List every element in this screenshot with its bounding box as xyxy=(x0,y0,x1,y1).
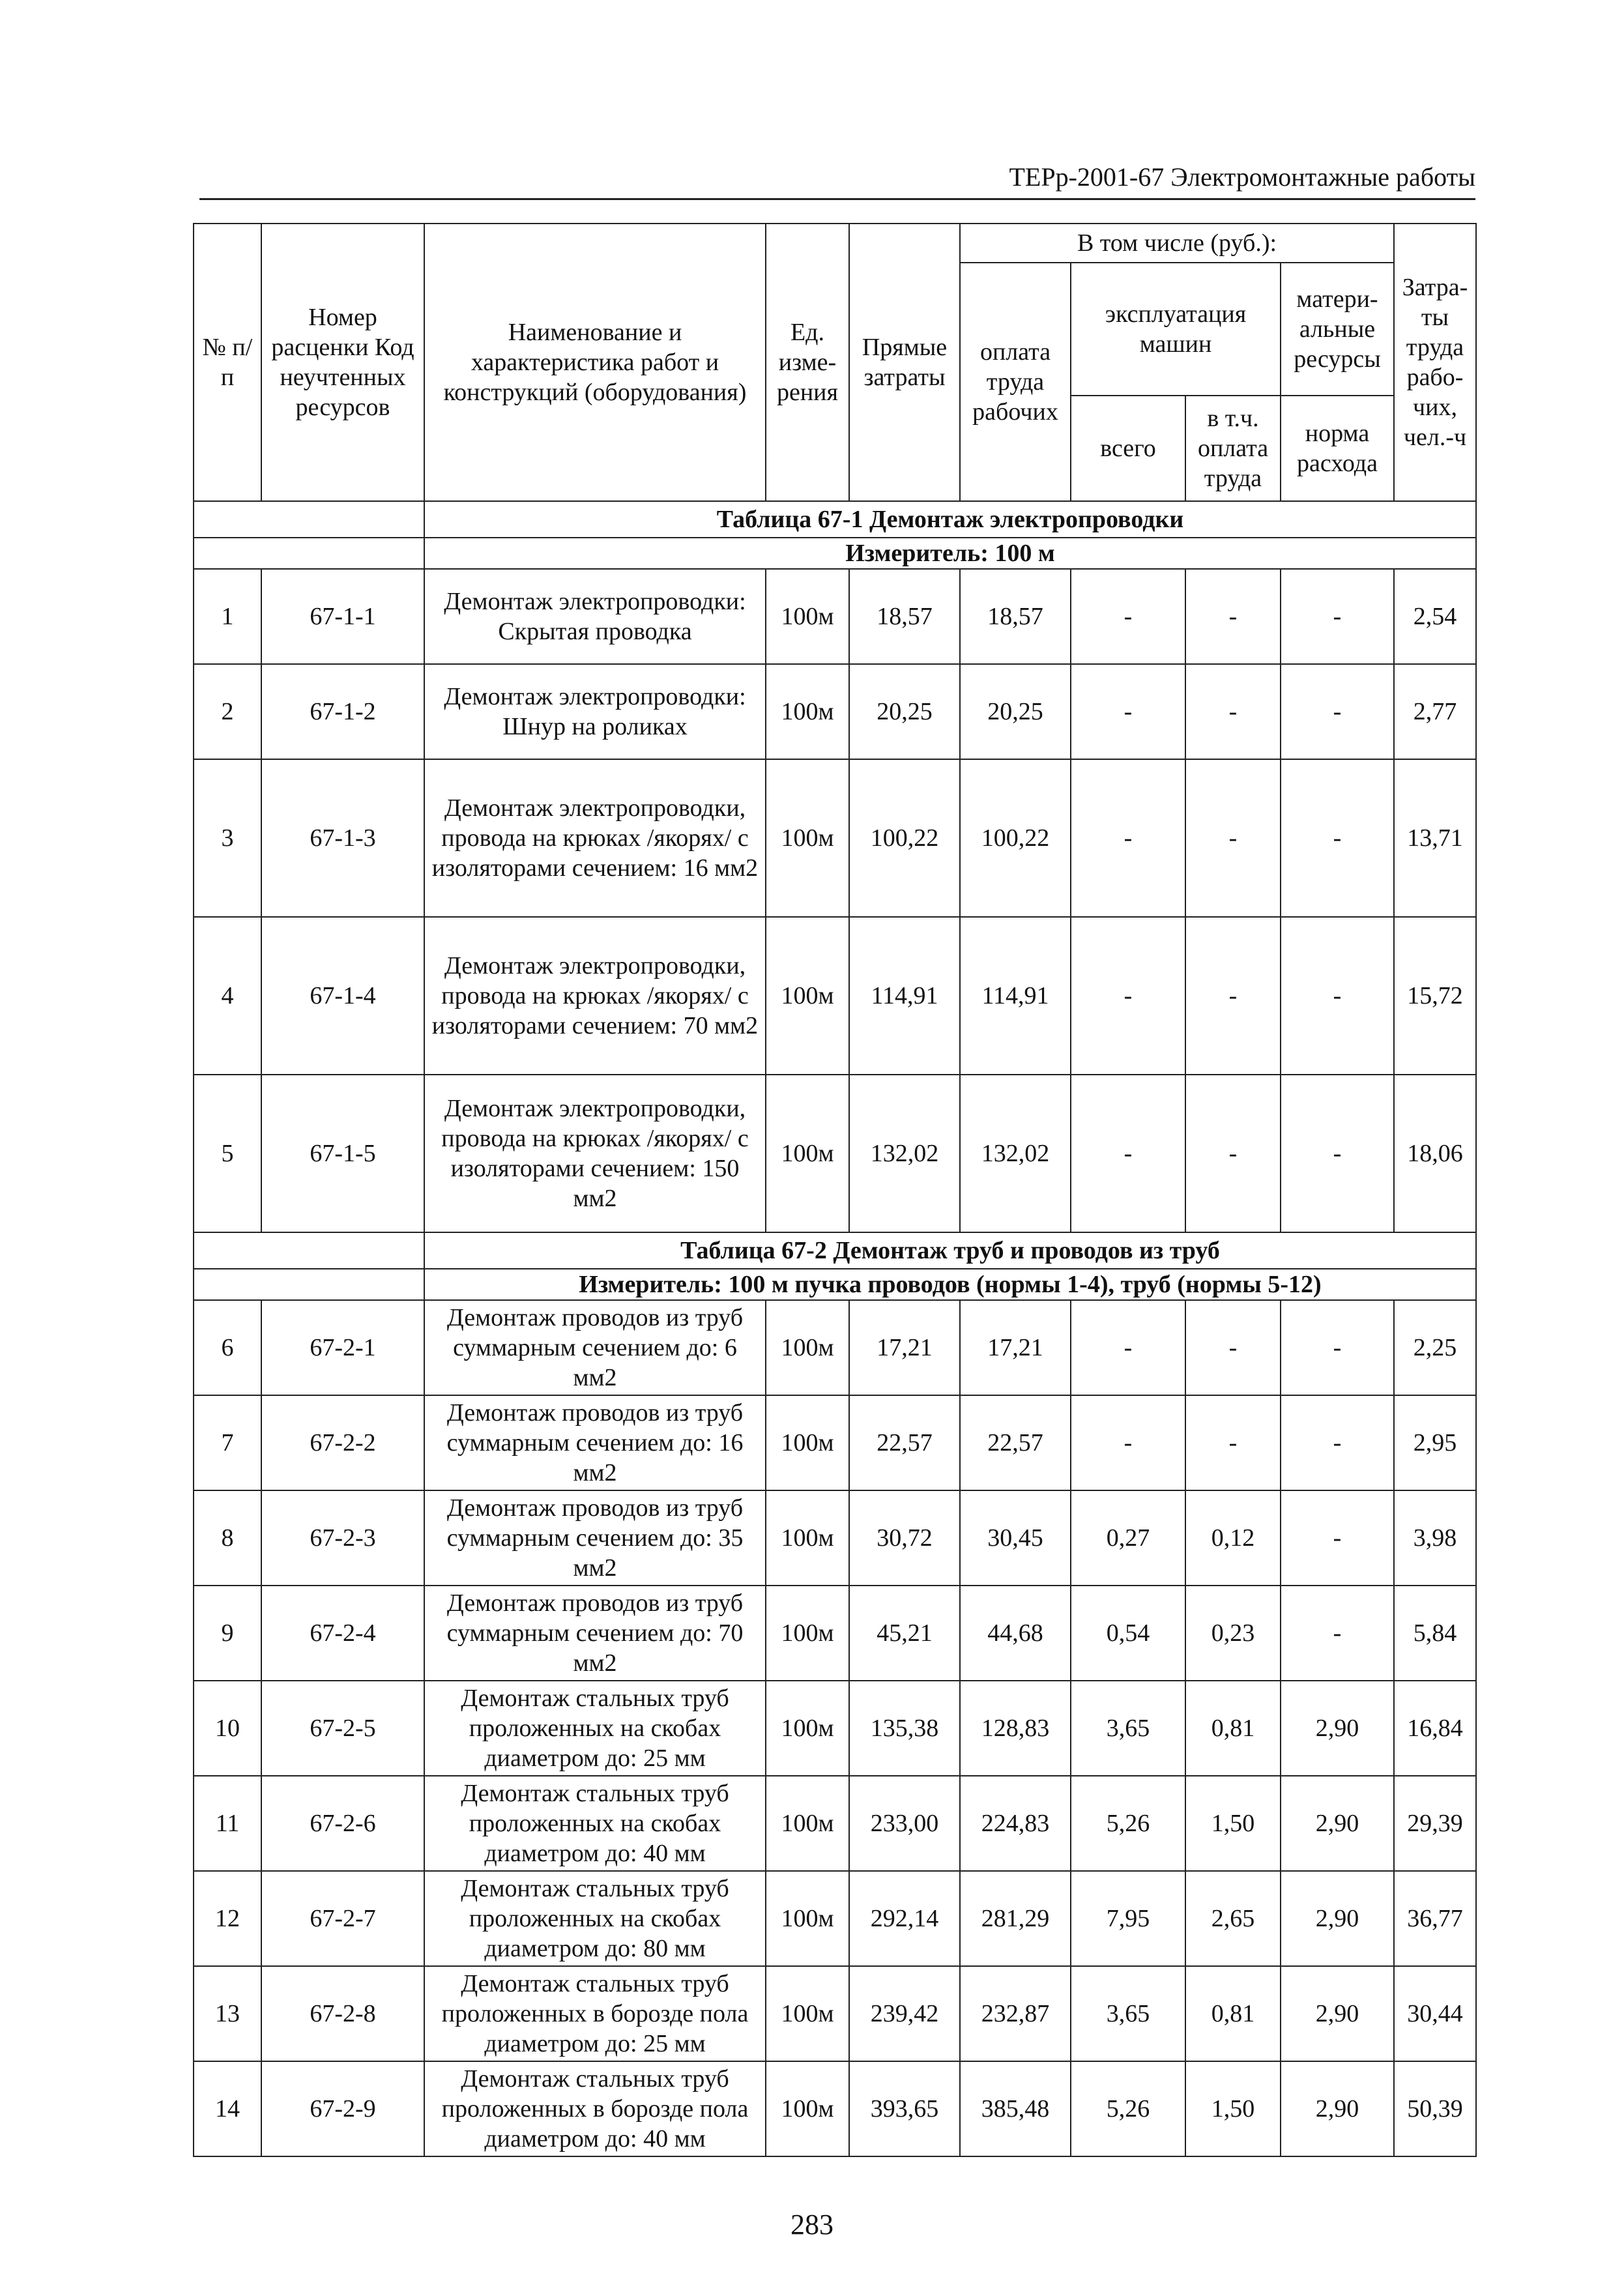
row-unit: 100м xyxy=(766,1966,849,2061)
row-materials: - xyxy=(1281,917,1394,1075)
table-row xyxy=(194,1871,1476,1966)
row-materials: 2,90 xyxy=(1281,2061,1394,2156)
row-labor-hours: 16,84 xyxy=(1394,1681,1476,1776)
table-row xyxy=(194,759,1476,917)
col-code-header: Номер расценки Код неучтенных ресурсов xyxy=(261,224,424,501)
row-direct: 292,14 xyxy=(849,1871,960,1966)
row-direct: 30,72 xyxy=(849,1490,960,1586)
col-num-header: № п/п xyxy=(194,224,261,501)
row-direct: 17,21 xyxy=(849,1300,960,1395)
section-meter: Измеритель: 100 м пучка проводов (нормы 1-4), труб (нормы 5-12) xyxy=(424,1269,1476,1300)
row-num: 10 xyxy=(194,1681,261,1776)
col-direct-header: Прямые затраты xyxy=(849,224,960,501)
row-code: 67-2-2 xyxy=(261,1395,424,1490)
row-unit: 100м xyxy=(766,917,849,1075)
row-unit: 100м xyxy=(766,1586,849,1681)
col-materials-norm-header: норма расхода xyxy=(1281,396,1394,501)
row-labor-pay: 30,45 xyxy=(960,1490,1071,1586)
row-materials: - xyxy=(1281,664,1394,759)
col-machines-header: эксплуатация машин xyxy=(1071,263,1281,396)
row-num: 2 xyxy=(194,664,261,759)
row-machines-labor: 1,50 xyxy=(1185,1776,1281,1871)
row-labor-hours: 2,54 xyxy=(1394,569,1476,664)
row-code: 67-1-4 xyxy=(261,917,424,1075)
row-materials: - xyxy=(1281,569,1394,664)
row-labor-hours: 18,06 xyxy=(1394,1075,1476,1232)
row-direct: 20,25 xyxy=(849,664,960,759)
table-row xyxy=(194,1681,1476,1776)
row-labor-pay: 100,22 xyxy=(960,759,1071,917)
row-labor-pay: 114,91 xyxy=(960,917,1071,1075)
page-header: ТЕРр-2001-67 Электромонтажные работы xyxy=(1009,162,1475,192)
row-machines-labor: 1,50 xyxy=(1185,2061,1281,2156)
row-name: Демонтаж стальных труб проложенных в борозде пола диаметром до: 25 мм xyxy=(424,1966,766,2061)
row-materials: 2,90 xyxy=(1281,1776,1394,1871)
row-labor-pay: 232,87 xyxy=(960,1966,1071,2061)
row-machines-labor: 0,81 xyxy=(1185,1966,1281,2061)
row-labor-pay: 22,57 xyxy=(960,1395,1071,1490)
row-labor-hours: 3,98 xyxy=(1394,1490,1476,1586)
row-materials: 2,90 xyxy=(1281,1681,1394,1776)
row-direct: 100,22 xyxy=(849,759,960,917)
row-direct: 45,21 xyxy=(849,1586,960,1681)
row-unit: 100м xyxy=(766,1871,849,1966)
row-direct: 233,00 xyxy=(849,1776,960,1871)
section-title: Таблица 67-2 Демонтаж труб и проводов из труб xyxy=(424,1232,1476,1269)
row-name: Демонтаж электропроводки: Скрытая проводка xyxy=(424,569,766,664)
row-machines-total: 5,26 xyxy=(1071,2061,1185,2156)
row-name: Демонтаж стальных труб проложенных на скобах диаметром до: 40 мм xyxy=(424,1776,766,1871)
row-name: Демонтаж электропроводки, провода на крюках /якорях/ с изоляторами сечением: 150 мм2 xyxy=(424,1075,766,1232)
row-machines-labor: 0,12 xyxy=(1185,1490,1281,1586)
table-head xyxy=(194,224,1476,501)
row-materials: - xyxy=(1281,759,1394,917)
row-name: Демонтаж стальных труб проложенных на скобах диаметром до: 80 мм xyxy=(424,1871,766,1966)
col-machines-labor-header: в т.ч. оплата труда xyxy=(1185,396,1281,501)
table-row xyxy=(194,1490,1476,1586)
row-name: Демонтаж электропроводки: Шнур на роликах xyxy=(424,664,766,759)
row-code: 67-2-5 xyxy=(261,1681,424,1776)
table-row xyxy=(194,1395,1476,1490)
row-labor-hours: 29,39 xyxy=(1394,1776,1476,1871)
row-materials: - xyxy=(1281,1395,1394,1490)
row-num: 14 xyxy=(194,2061,261,2156)
table-row xyxy=(194,1586,1476,1681)
row-materials: 2,90 xyxy=(1281,1871,1394,1966)
table-row xyxy=(194,1966,1476,2061)
row-labor-pay: 20,25 xyxy=(960,664,1071,759)
row-name: Демонтаж стальных труб проложенных на скобах диаметром до: 25 мм xyxy=(424,1681,766,1776)
row-name: Демонтаж электропроводки, провода на крюках /якорях/ с изоляторами сечением: 16 мм2 xyxy=(424,759,766,917)
row-unit: 100м xyxy=(766,1776,849,1871)
row-code: 67-2-3 xyxy=(261,1490,424,1586)
col-machines-total-header: всего xyxy=(1071,396,1185,501)
row-name: Демонтаж стальных труб проложенных в борозде пола диаметром до: 40 мм xyxy=(424,2061,766,2156)
row-labor-hours: 15,72 xyxy=(1394,917,1476,1075)
row-labor-hours: 2,95 xyxy=(1394,1395,1476,1490)
row-num: 7 xyxy=(194,1395,261,1490)
row-name: Демонтаж электропроводки, провода на крюках /якорях/ с изоляторами сечением: 70 мм2 xyxy=(424,917,766,1075)
col-labor-pay-header: оплата труда рабочих xyxy=(960,263,1071,501)
row-direct: 132,02 xyxy=(849,1075,960,1232)
row-labor-pay: 224,83 xyxy=(960,1776,1071,1871)
row-num: 11 xyxy=(194,1776,261,1871)
row-code: 67-2-7 xyxy=(261,1871,424,1966)
row-labor-pay: 44,68 xyxy=(960,1586,1071,1681)
row-materials: - xyxy=(1281,1490,1394,1586)
row-num: 9 xyxy=(194,1586,261,1681)
row-machines-labor: - xyxy=(1185,759,1281,917)
row-labor-pay: 385,48 xyxy=(960,2061,1071,2156)
row-code: 67-2-4 xyxy=(261,1586,424,1681)
page-number: 283 xyxy=(790,2209,834,2240)
row-machines-total: - xyxy=(1071,917,1185,1075)
row-machines-labor: - xyxy=(1185,1075,1281,1232)
row-machines-total: 5,26 xyxy=(1071,1776,1185,1871)
row-name: Демонтаж проводов из труб суммарным сечением до: 6 мм2 xyxy=(424,1300,766,1395)
row-machines-labor: - xyxy=(1185,1395,1281,1490)
row-labor-pay: 18,57 xyxy=(960,569,1071,664)
row-direct: 22,57 xyxy=(849,1395,960,1490)
row-machines-labor: 2,65 xyxy=(1185,1871,1281,1966)
rates-table xyxy=(193,223,1477,2157)
row-labor-pay: 17,21 xyxy=(960,1300,1071,1395)
row-code: 67-2-1 xyxy=(261,1300,424,1395)
row-direct: 18,57 xyxy=(849,569,960,664)
row-unit: 100м xyxy=(766,569,849,664)
row-num: 4 xyxy=(194,917,261,1075)
col-including-header: В том числе (руб.): xyxy=(960,224,1394,263)
col-materials-header: матери- альные ресурсы xyxy=(1281,263,1394,396)
row-materials: 2,90 xyxy=(1281,1966,1394,2061)
row-labor-hours: 13,71 xyxy=(1394,759,1476,917)
row-name: Демонтаж проводов из труб суммарным сечением до: 35 мм2 xyxy=(424,1490,766,1586)
section-meter: Измеритель: 100 м xyxy=(424,538,1476,569)
row-machines-total: - xyxy=(1071,1075,1185,1232)
row-unit: 100м xyxy=(766,1681,849,1776)
section-67-2 xyxy=(194,1232,1476,2156)
row-num: 1 xyxy=(194,569,261,664)
row-num: 13 xyxy=(194,1966,261,2061)
row-machines-total: 3,65 xyxy=(1071,1681,1185,1776)
row-labor-hours: 2,25 xyxy=(1394,1300,1476,1395)
row-machines-total: 7,95 xyxy=(1071,1871,1185,1966)
row-code: 67-1-2 xyxy=(261,664,424,759)
row-unit: 100м xyxy=(766,1395,849,1490)
row-num: 5 xyxy=(194,1075,261,1232)
row-machines-total: - xyxy=(1071,759,1185,917)
row-code: 67-1-1 xyxy=(261,569,424,664)
row-unit: 100м xyxy=(766,2061,849,2156)
row-materials: - xyxy=(1281,1075,1394,1232)
row-machines-total: 0,27 xyxy=(1071,1490,1185,1586)
table-row xyxy=(194,569,1476,664)
row-labor-pay: 128,83 xyxy=(960,1681,1071,1776)
section-title: Таблица 67-1 Демонтаж электропроводки xyxy=(424,501,1476,538)
row-unit: 100м xyxy=(766,1300,849,1395)
col-unit-header: Ед. изме- рения xyxy=(766,224,849,501)
row-machines-labor: - xyxy=(1185,664,1281,759)
row-labor-pay: 281,29 xyxy=(960,1871,1071,1966)
row-code: 67-2-8 xyxy=(261,1966,424,2061)
row-direct: 114,91 xyxy=(849,917,960,1075)
table-row xyxy=(194,1300,1476,1395)
row-machines-labor: - xyxy=(1185,1300,1281,1395)
row-labor-hours: 5,84 xyxy=(1394,1586,1476,1681)
table-row xyxy=(194,917,1476,1075)
row-code: 67-2-6 xyxy=(261,1776,424,1871)
row-machines-total: - xyxy=(1071,664,1185,759)
row-num: 12 xyxy=(194,1871,261,1966)
row-materials: - xyxy=(1281,1300,1394,1395)
row-unit: 100м xyxy=(766,1075,849,1232)
row-machines-labor: - xyxy=(1185,569,1281,664)
row-direct: 135,38 xyxy=(849,1681,960,1776)
row-machines-total: 3,65 xyxy=(1071,1966,1185,2061)
row-machines-labor: 0,81 xyxy=(1185,1681,1281,1776)
row-labor-hours: 30,44 xyxy=(1394,1966,1476,2061)
row-num: 8 xyxy=(194,1490,261,1586)
row-labor-pay: 132,02 xyxy=(960,1075,1071,1232)
row-name: Демонтаж проводов из труб суммарным сечением до: 70 мм2 xyxy=(424,1586,766,1681)
row-unit: 100м xyxy=(766,759,849,917)
table-row xyxy=(194,2061,1476,2156)
row-unit: 100м xyxy=(766,664,849,759)
col-name-header: Наименование и характеристика работ и конструкций (оборудования) xyxy=(424,224,766,501)
row-code: 67-1-3 xyxy=(261,759,424,917)
row-direct: 239,42 xyxy=(849,1966,960,2061)
row-machines-total: - xyxy=(1071,1300,1185,1395)
row-machines-labor: 0,23 xyxy=(1185,1586,1281,1681)
header-rule xyxy=(199,198,1475,200)
row-num: 3 xyxy=(194,759,261,917)
row-direct: 393,65 xyxy=(849,2061,960,2156)
row-code: 67-2-9 xyxy=(261,2061,424,2156)
table-row xyxy=(194,1776,1476,1871)
row-num: 6 xyxy=(194,1300,261,1395)
row-machines-total: - xyxy=(1071,569,1185,664)
row-materials: - xyxy=(1281,1586,1394,1681)
row-machines-total: 0,54 xyxy=(1071,1586,1185,1681)
col-labor-cost-header: Затра- ты труда рабо- чих, чел.-ч xyxy=(1394,224,1476,501)
row-machines-labor: - xyxy=(1185,917,1281,1075)
row-labor-hours: 50,39 xyxy=(1394,2061,1476,2156)
row-unit: 100м xyxy=(766,1490,849,1586)
row-code: 67-1-5 xyxy=(261,1075,424,1232)
row-labor-hours: 2,77 xyxy=(1394,664,1476,759)
row-name: Демонтаж проводов из труб суммарным сечением до: 16 мм2 xyxy=(424,1395,766,1490)
row-machines-total: - xyxy=(1071,1395,1185,1490)
table-row xyxy=(194,1075,1476,1232)
section-67-1 xyxy=(194,501,1476,1232)
table-row xyxy=(194,664,1476,759)
row-labor-hours: 36,77 xyxy=(1394,1871,1476,1966)
